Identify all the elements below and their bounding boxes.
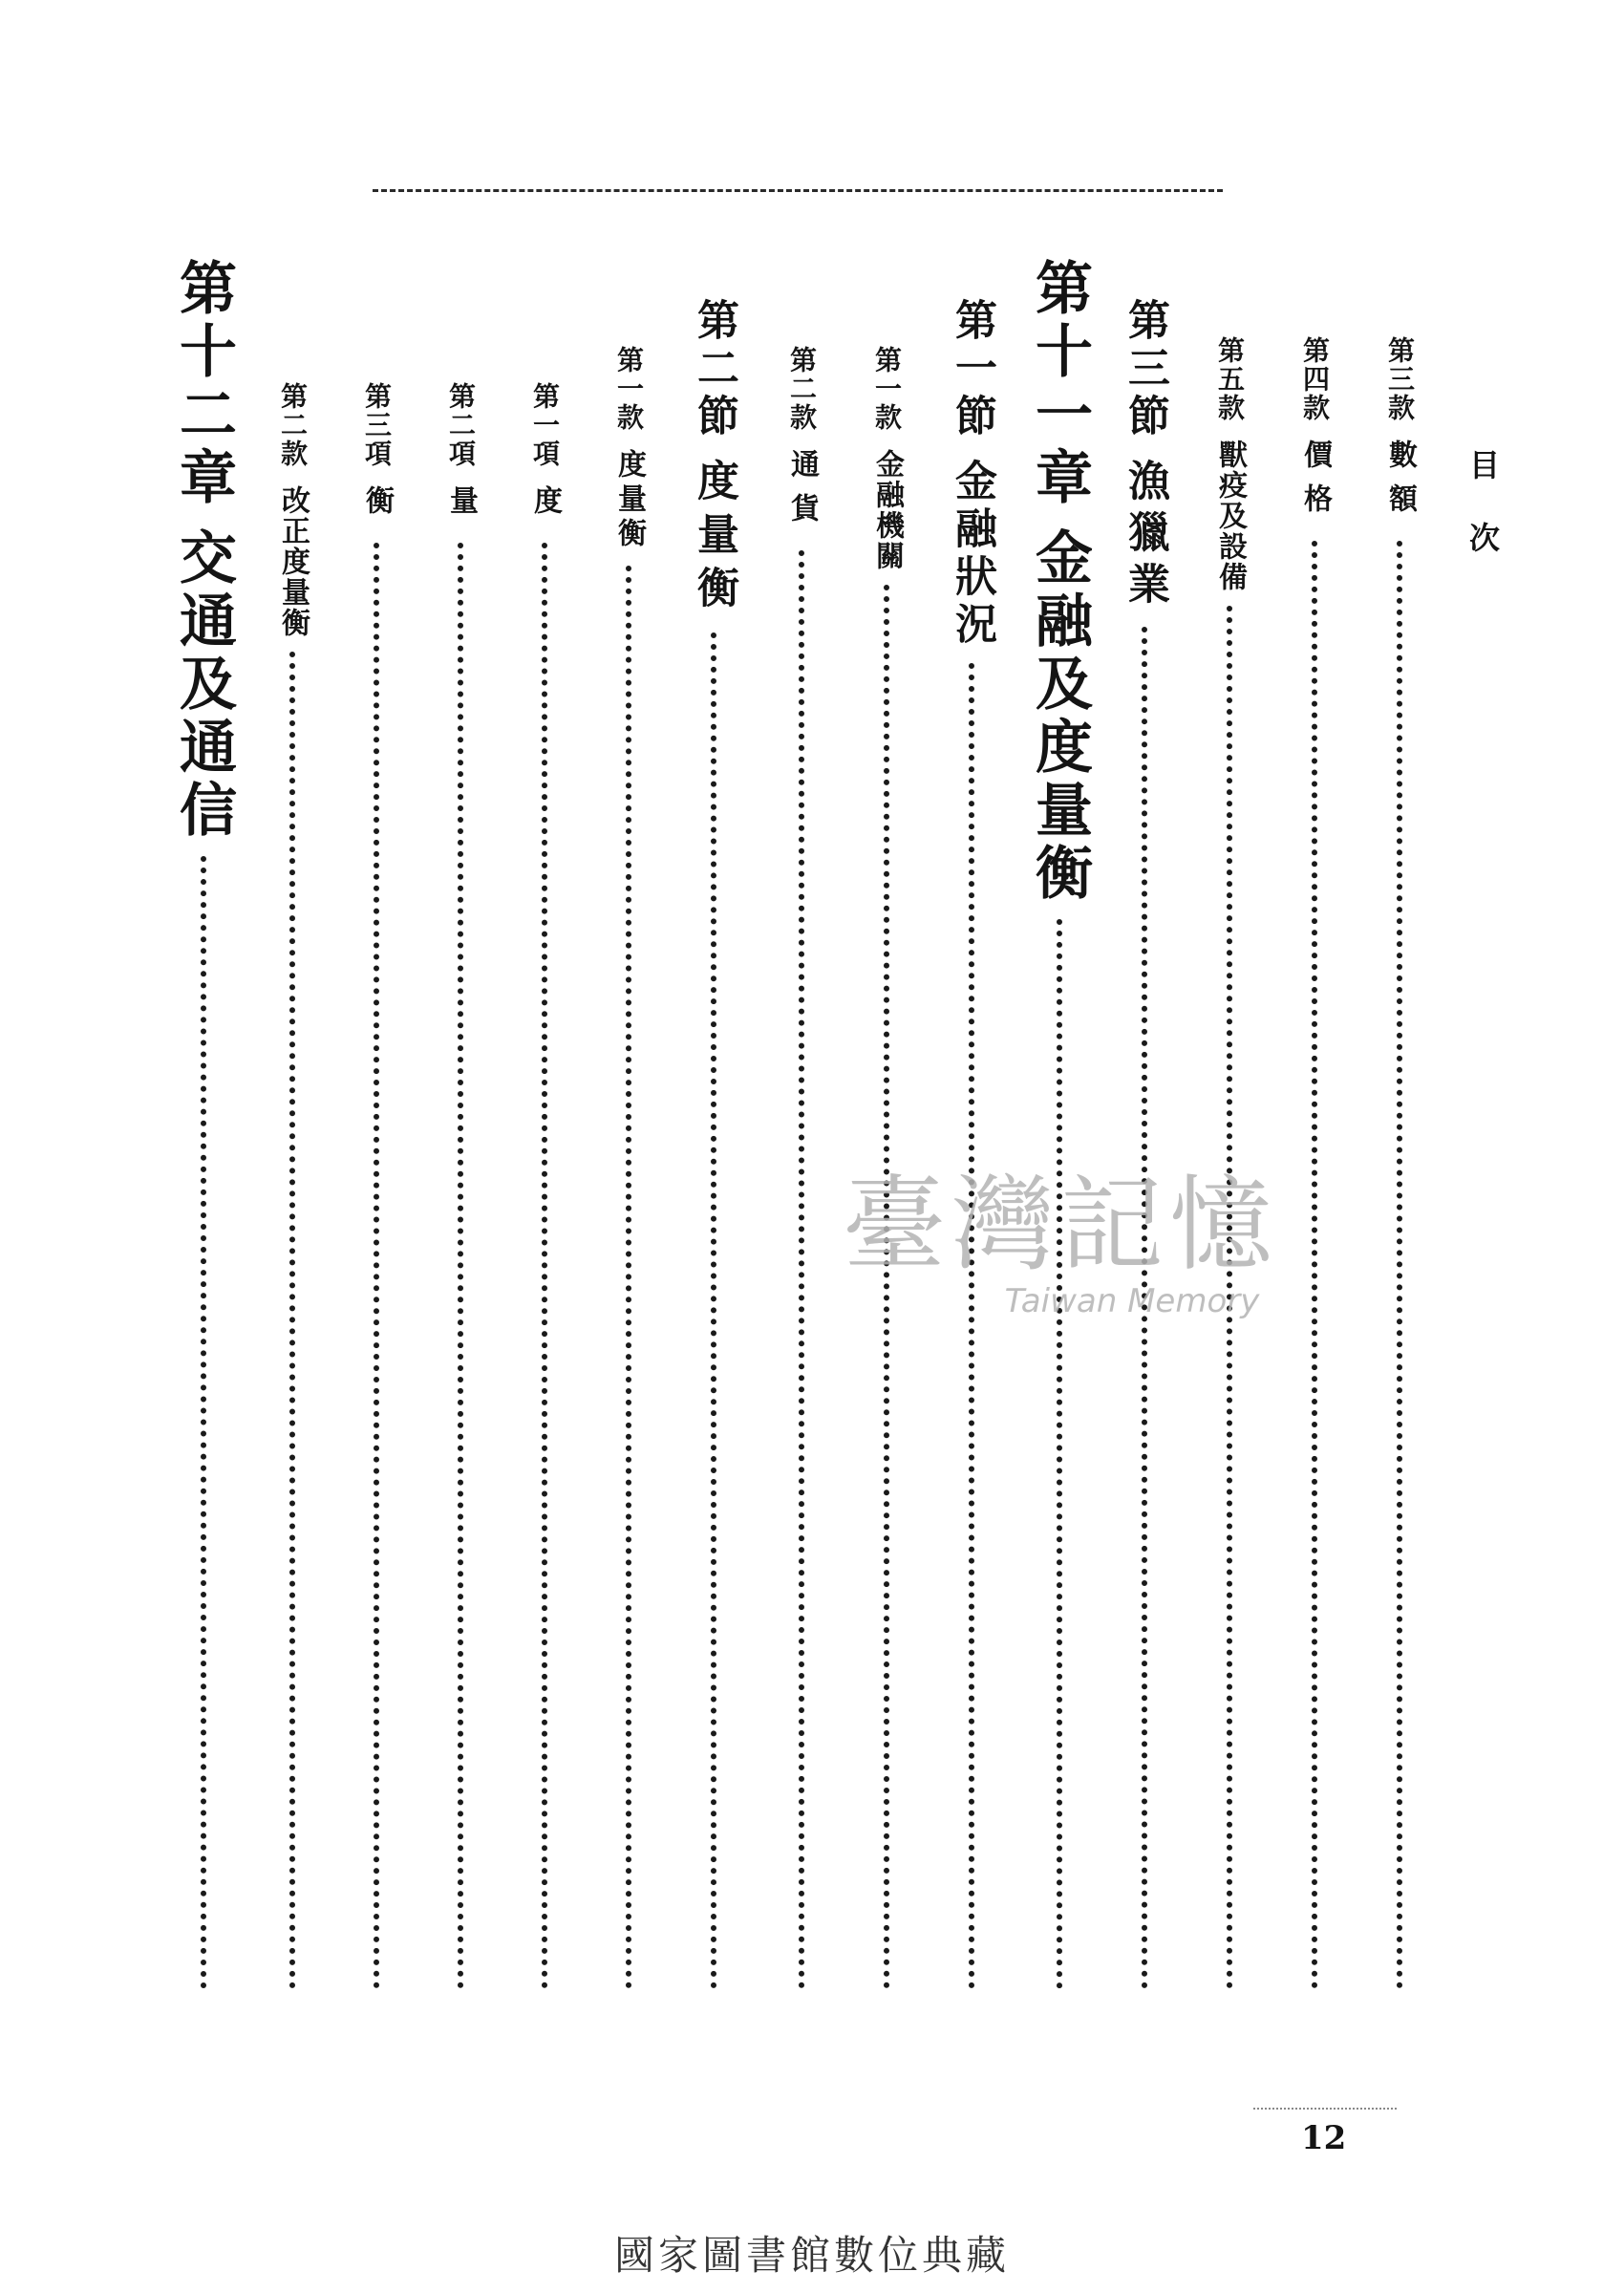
entry-prefix: 第三節 [1121,298,1169,441]
entry-title: 數額 [1383,439,1417,527]
entry-prefix: 第一項 [529,382,561,468]
entry-prefix: 第十一章 [1026,258,1093,510]
leader-dots [1397,541,1402,1989]
page-number: 12 [1301,2119,1347,2157]
watermark-chinese: 臺灣記憶 [842,1166,1278,1285]
entry-title: 度 [528,485,562,529]
toc-entry [682,298,745,1989]
entry-prefix: 第五款 [1214,336,1246,422]
entry-prefix: 第二款 [786,346,818,432]
watermark-english: Taiwan Memory [1004,1282,1260,1320]
entry-title: 價格 [1298,439,1332,527]
page-number-rule [1253,2108,1397,2110]
toc-entry [597,346,660,1989]
top-rule [373,189,1223,192]
leader-dots [458,543,463,1989]
toc-entry [1028,258,1091,1989]
entry-title: 金融機關 [870,449,904,571]
entry-title: 交通及通信 [170,527,237,843]
entry-title: 改正度量衡 [276,485,310,638]
leader-dots [289,652,295,1989]
leader-dots [711,632,716,1989]
leader-dots [1312,541,1317,1989]
toc-entry [1368,336,1431,1989]
entry-title: 獸疫及設備 [1213,439,1247,592]
entry-prefix: 第四款 [1299,336,1331,422]
toc-entry [513,382,576,1989]
toc-heading: 目次 [1464,449,1501,594]
toc-entry [261,382,324,1989]
entry-prefix: 第一款 [871,346,903,432]
leader-dots [1057,919,1062,1989]
toc-entry [172,258,235,1989]
leader-dots [201,856,206,1989]
entry-prefix: 第一節 [948,298,996,441]
entry-prefix: 第二款 [277,382,309,468]
entry-title: 漁獵業 [1121,459,1169,613]
entry-prefix: 第三款 [1384,336,1416,422]
entry-title: 度量衡 [690,459,738,619]
toc-entry [429,382,492,1989]
entry-prefix: 第二節 [690,298,738,441]
entry-prefix: 第一款 [613,346,645,432]
toc-entry [345,382,408,1989]
entry-title: 衡 [360,485,394,529]
leader-dots [799,550,804,1989]
entry-title: 量 [444,485,478,529]
leader-dots [626,566,631,1989]
footer-library-credit: 國家圖書館數位典藏 [613,2232,1010,2279]
entry-title: 通貨 [785,449,819,537]
entry-title: 度量衡 [612,449,646,552]
leader-dots [542,543,547,1989]
watermark [812,1142,1309,1320]
leader-dots [374,543,379,1989]
entry-title: 金融及度量衡 [1026,527,1093,906]
leader-dots [969,663,974,1989]
entry-title: 金融狀況 [948,459,996,650]
entry-prefix: 第三項 [361,382,393,468]
entry-prefix: 第二項 [445,382,477,468]
entry-prefix: 第十二章 [170,258,237,510]
